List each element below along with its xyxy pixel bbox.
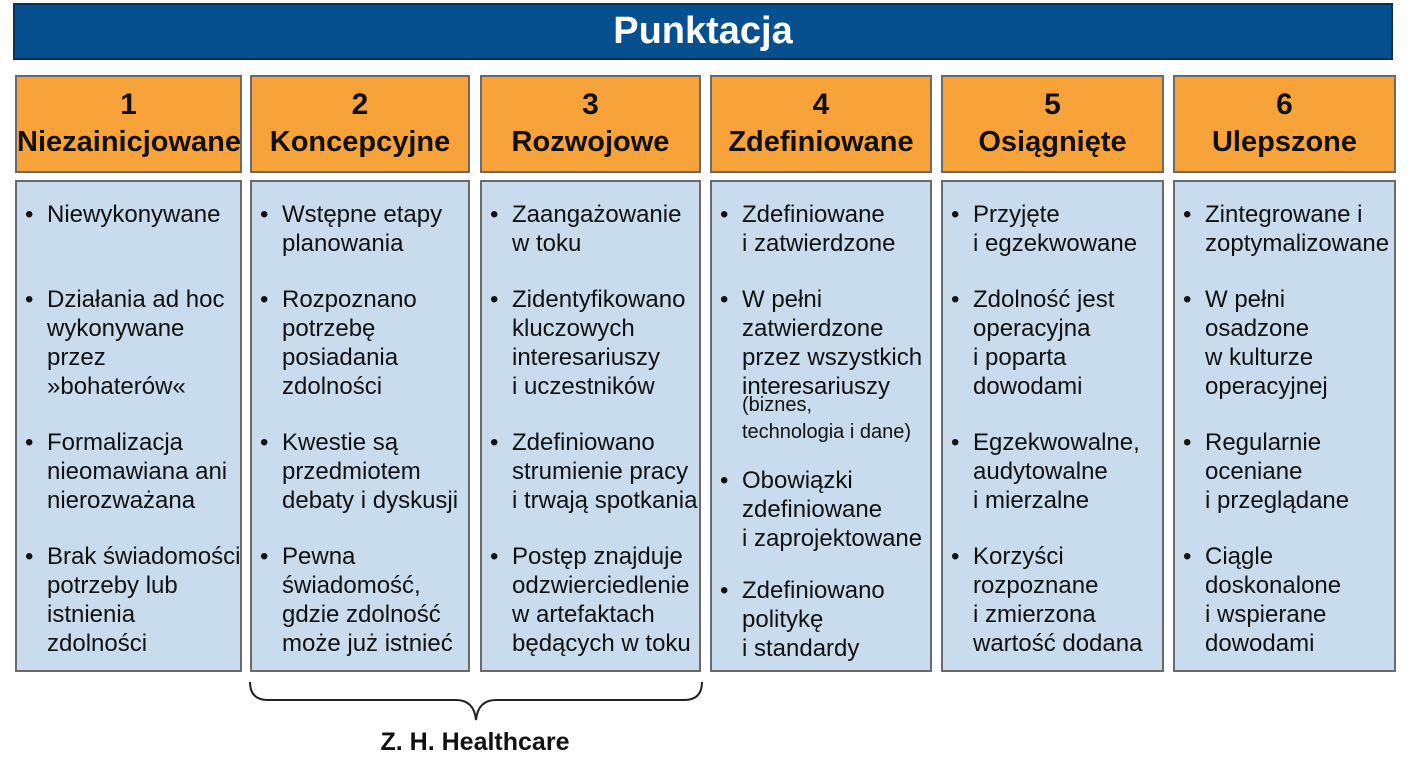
column-body: • Zdefiniowane i zatwierdzone • W pełni zatwierdzone przez wszystkich interesariuszy (biznes, technologia i dane) • Obowiązki zdefiniowane i zaprojektowane • Zdefiniowano politykę i standardy <box>710 180 932 672</box>
bullet-icon: • <box>490 543 499 570</box>
bullet-icon: • <box>490 201 499 228</box>
column-name: Zdefiniowane <box>728 126 914 158</box>
page-title: Punktacja <box>13 3 1393 60</box>
bullet-icon: • <box>720 577 729 604</box>
column-6 <box>1173 75 1396 672</box>
column-header <box>250 75 470 173</box>
column-3 <box>480 75 701 672</box>
column-name: Niezainicjowane <box>17 126 242 158</box>
column-header <box>710 75 932 173</box>
bullet-icon: • <box>260 543 269 570</box>
column-header <box>15 75 242 173</box>
column-body: • Niewykonywane • Działania ad hoc wykonywane przez »bohaterów« • Formalizacja nieomawiana ani nierozważana • Brak świadomości potrzeby lub istnienia zdolności <box>15 180 242 672</box>
bullet-icon: • <box>951 201 960 228</box>
column-body: • Przyjęte i egzekwowane • Zdolność jest operacyjna i poparta dowodami • Egzekwowalne, audytowalne i mierzalne • Korzyści rozpoznane i zmierzona wartość dodana <box>941 180 1164 672</box>
curly-brace-icon <box>248 680 704 724</box>
bullet-icon: • <box>951 543 960 570</box>
bullet-icon: • <box>25 429 34 456</box>
bullet-icon: • <box>951 429 960 456</box>
bullet-icon: • <box>720 467 729 494</box>
bullet-icon: • <box>1183 429 1192 456</box>
column-name: Rozwojowe <box>511 126 670 158</box>
column-header <box>941 75 1164 173</box>
bullet-icon: • <box>260 201 269 228</box>
column-number: 4 <box>812 88 830 121</box>
column-body: • Wstępne etapy planowania • Rozpoznano potrzebę posiadania zdolności • Kwestie są przedmiotem debaty i dyskusji • Pewna świadomość, gdzie zdolność może już istnieć <box>250 180 470 672</box>
column-5 <box>941 75 1164 672</box>
bullet-icon: • <box>260 286 269 313</box>
bracket-label: Z. H. Healthcare <box>380 728 570 756</box>
bullet-icon: • <box>951 286 960 313</box>
column-name: Koncepcyjne <box>269 126 451 158</box>
column-number: 2 <box>351 88 369 121</box>
bullet-icon: • <box>25 286 34 313</box>
column-header <box>480 75 701 173</box>
column-2 <box>250 75 470 672</box>
column-body: • Zintegrowane i zoptymalizowane • W pełni osadzone w kulturze operacyjnej • Regularnie oceniane i przeglądane • Ciągle doskonalone i wspierane dowodami <box>1173 180 1396 672</box>
bullet-icon: • <box>260 429 269 456</box>
column-1 <box>15 75 242 672</box>
column-header <box>1173 75 1396 173</box>
column-4 <box>710 75 932 672</box>
bullet-icon: • <box>1183 286 1192 313</box>
bullet-icon: • <box>490 429 499 456</box>
bullet-icon: • <box>1183 543 1192 570</box>
bullet-icon: • <box>25 543 34 570</box>
bullet-icon: • <box>1183 201 1192 228</box>
bullet-icon: • <box>25 201 34 228</box>
column-name: Ulepszone <box>1211 126 1358 158</box>
column-number: 6 <box>1276 88 1293 121</box>
bullet-icon: • <box>720 201 729 228</box>
bullet-icon: • <box>490 286 499 313</box>
bullet-icon: • <box>720 286 729 313</box>
column-number: 1 <box>120 88 137 121</box>
column-number: 3 <box>582 88 599 121</box>
column-body: • Zaangażowanie w toku • Zidentyfikowano kluczowych interesariuszy i uczestników • Zdefiniowano strumienie pracy i trwają spotkania • Postęp znajduje odzwierciedlenie w artefaktach będących w toku <box>480 180 701 672</box>
column-name: Osiągnięte <box>978 126 1127 158</box>
column-number: 5 <box>1044 88 1061 121</box>
